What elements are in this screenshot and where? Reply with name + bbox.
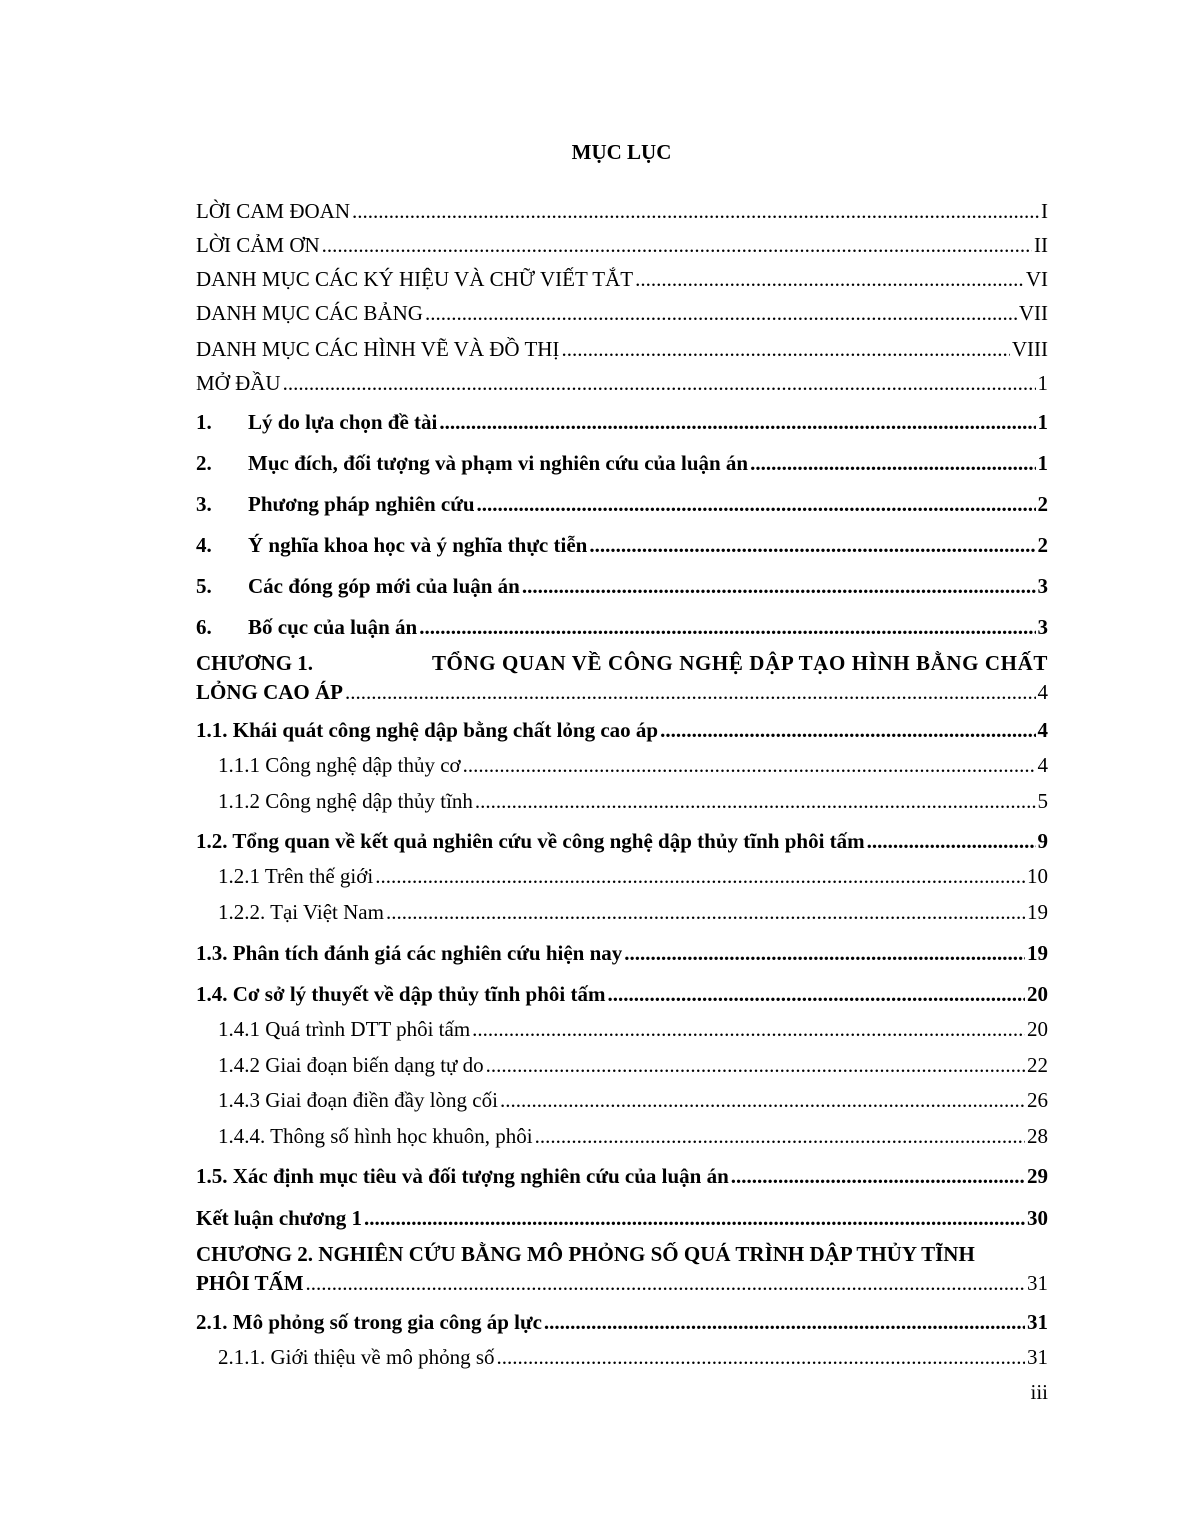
leader-dots: [322, 232, 1032, 258]
toc-chapter-1-heading[interactable]: [196, 650, 1048, 676]
toc-page-number: 1: [1037, 410, 1048, 434]
toc-page-number: 19: [1027, 941, 1048, 965]
leader-dots: [535, 1123, 1025, 1149]
leader-dots: [544, 1309, 1025, 1335]
toc-entry-text: 1.3. Phân tích đánh giá các nghiên cứu hiện nay: [196, 941, 623, 965]
toc-entry-intro-5[interactable]: [196, 573, 1048, 599]
toc-page-number: II: [1034, 233, 1048, 257]
toc-entry-1-2-1[interactable]: [218, 863, 1048, 889]
toc-page-number: VI: [1025, 267, 1048, 291]
toc-entry-1-2-2[interactable]: [218, 899, 1048, 925]
leader-dots: [608, 981, 1026, 1007]
toc-entry-text: 1.2. Tổng quan về kết quả nghiên cứu về công nghệ dập thủy tĩnh phôi tấm: [196, 829, 865, 853]
toc-entry-danh-muc-ky-hieu[interactable]: [196, 266, 1048, 292]
leader-dots: [497, 1344, 1025, 1370]
toc-entry-number: 3.: [196, 492, 212, 516]
leader-dots: [731, 1163, 1025, 1189]
leader-dots: [386, 899, 1025, 925]
toc-entry-text: LỜI CAM ĐOAN: [196, 199, 350, 223]
toc-entry-text: Các đóng góp mới của luận án: [248, 574, 520, 598]
leader-dots: [283, 370, 1036, 396]
leader-dots: [439, 409, 1035, 435]
toc-entry-text: DANH MỤC CÁC KÝ HIỆU VÀ CHỮ VIẾT TẮT: [196, 267, 634, 291]
toc-page-number: 3: [1037, 574, 1048, 598]
toc-entry-loi-cam-on[interactable]: [196, 232, 1048, 258]
toc-page-number: 9: [1037, 829, 1048, 853]
toc-entry-text: LỎNG CAO ÁP: [196, 680, 343, 704]
toc-entry-1-4-1[interactable]: [218, 1016, 1048, 1042]
toc-entry-text: 1.1.2 Công nghệ dập thủy tĩnh: [218, 789, 473, 813]
chapter-title-line1: CHƯƠNG 2. NGHIÊN CỨU BẰNG MÔ PHỎNG SỐ QUÁ TRÌNH DẬP THỦY TĨNH: [196, 1242, 975, 1266]
toc-page-number: 20: [1027, 1017, 1048, 1041]
toc-entry-intro-1[interactable]: [196, 409, 1048, 435]
toc-entry-text: 1.4.2 Giai đoạn biến dạng tự do: [218, 1053, 484, 1077]
toc-entry-1-5[interactable]: [196, 1163, 1048, 1189]
toc-page-number: 26: [1027, 1088, 1048, 1112]
toc-entry-number: 4.: [196, 533, 212, 557]
toc-entry-text: 1.4.4. Thông số hình học khuôn, phôi: [218, 1124, 533, 1148]
toc-entry-1-3[interactable]: [196, 940, 1048, 966]
toc-entry-text: Bố cục của luận án: [248, 615, 418, 639]
toc-entry-number: 1.: [196, 410, 212, 434]
toc-entry-1-4-4[interactable]: [218, 1123, 1048, 1149]
leader-dots: [419, 614, 1035, 640]
toc-entry-1-4-2[interactable]: [218, 1052, 1048, 1078]
toc-entry-1-1-2[interactable]: [218, 788, 1048, 814]
toc-entry-text: Phương pháp nghiên cứu: [248, 492, 475, 516]
toc-entry-text: 1.5. Xác định mục tiêu và đối tượng nghiên cứu của luận án: [196, 1164, 729, 1188]
toc-entry-1-4[interactable]: [196, 981, 1048, 1007]
toc-entry-text: 1.4.3 Giai đoạn điền đầy lòng cối: [218, 1088, 498, 1112]
toc-entry-2-1-1[interactable]: [218, 1344, 1048, 1370]
toc-entry-text: DANH MỤC CÁC BẢNG: [196, 301, 423, 325]
toc-page-number: 28: [1027, 1124, 1048, 1148]
toc-entry-text: 1.4. Cơ sở lý thuyết về dập thủy tĩnh phôi tấm: [196, 982, 606, 1006]
toc-entry-intro-6[interactable]: [196, 614, 1048, 640]
leader-dots: [867, 828, 1036, 854]
toc-entry-chapter-2[interactable]: [196, 1270, 1048, 1296]
toc-entry-text: Ý nghĩa khoa học và ý nghĩa thực tiễn: [248, 533, 588, 557]
toc-page-number: 2: [1037, 533, 1048, 557]
toc-entry-number: 6.: [196, 615, 212, 639]
toc-page-number: VII: [1018, 301, 1048, 325]
toc-entry-text: 2.1. Mô phỏng số trong gia công áp lực: [196, 1310, 542, 1334]
toc-page-number: 2: [1037, 492, 1048, 516]
toc-entry-intro-3[interactable]: [196, 491, 1048, 517]
toc-entry-text: Lý do lựa chọn đề tài: [248, 410, 438, 434]
leader-dots: [561, 336, 1009, 362]
toc-entry-ket-luan-1[interactable]: [196, 1205, 1048, 1231]
toc-page-number: 19: [1027, 900, 1048, 924]
toc-page-number: I: [1041, 199, 1048, 223]
toc-entry-intro-2[interactable]: [196, 450, 1048, 476]
toc-entry-1-1[interactable]: [196, 717, 1048, 743]
toc-entry-text: DANH MỤC CÁC HÌNH VẼ VÀ ĐỒ THỊ: [196, 337, 560, 361]
toc-entry-number: 5.: [196, 574, 212, 598]
toc-page-number: 31: [1027, 1271, 1048, 1295]
toc-page-number: 4: [1037, 680, 1048, 704]
toc-page-number: 30: [1027, 1206, 1048, 1230]
leader-dots: [345, 679, 1036, 705]
page-title: MỤC LỤC: [571, 140, 672, 164]
toc-page-number: 3: [1037, 615, 1048, 639]
leader-dots: [624, 940, 1025, 966]
leader-dots: [475, 788, 1036, 814]
toc-entry-text: 1.2.2. Tại Việt Nam: [218, 900, 384, 924]
leader-dots: [306, 1270, 1025, 1296]
leader-dots: [660, 717, 1035, 743]
toc-entry-text: MỞ ĐẦU: [196, 371, 281, 395]
toc-page-number: 31: [1027, 1345, 1048, 1369]
leader-dots: [750, 450, 1035, 476]
toc-entry-danh-muc-hinh[interactable]: [196, 336, 1048, 362]
toc-entry-text: PHÔI TẤM: [196, 1271, 304, 1295]
toc-entry-text: LỜI CẢM ƠN: [196, 233, 320, 257]
leader-dots: [375, 863, 1025, 889]
toc-page-number: VIII: [1011, 337, 1048, 361]
toc-entry-1-4-3[interactable]: [218, 1087, 1048, 1113]
toc-page-number: 4: [1037, 753, 1048, 777]
toc-entry-text: Mục đích, đối tượng và phạm vi nghiên cứu của luận án: [248, 451, 749, 475]
toc-page-number: 4: [1037, 718, 1048, 742]
page-number: iii: [1030, 1380, 1048, 1404]
leader-dots: [352, 198, 1039, 224]
toc-entry-text: 2.1.1. Giới thiệu về mô phỏng số: [218, 1345, 495, 1369]
leader-dots: [472, 1016, 1025, 1042]
leader-dots: [589, 532, 1035, 558]
toc-entry-text: 1.2.1 Trên thế giới: [218, 864, 374, 888]
toc-page-number: 22: [1027, 1053, 1048, 1077]
toc-entry-1-1-1[interactable]: [218, 752, 1048, 778]
toc-entry-2-1[interactable]: [196, 1309, 1048, 1335]
toc-entry-intro-4[interactable]: [196, 532, 1048, 558]
leader-dots: [486, 1052, 1025, 1078]
toc-entry-text: Kết luận chương 1: [196, 1206, 363, 1230]
toc-entry-danh-muc-bang[interactable]: [196, 300, 1048, 326]
toc-entry-mo-dau[interactable]: [196, 370, 1048, 396]
toc-entry-number: 2.: [196, 451, 212, 475]
leader-dots: [463, 752, 1036, 778]
toc-chapter-2-heading[interactable]: [196, 1241, 1048, 1267]
toc-page-number: 31: [1027, 1310, 1048, 1334]
leader-dots: [364, 1205, 1025, 1231]
toc-entry-text: 1.1. Khái quát công nghệ dập bằng chất lỏng cao áp: [196, 718, 659, 742]
leader-dots: [522, 573, 1036, 599]
toc-entry-chapter-1[interactable]: [196, 679, 1048, 705]
leader-dots: [500, 1087, 1025, 1113]
toc-entry-loi-cam-doan[interactable]: [196, 198, 1048, 224]
toc-page-number: 5: [1037, 789, 1048, 813]
toc-entry-1-2[interactable]: [196, 828, 1048, 854]
leader-dots: [635, 266, 1024, 292]
toc-page-number: 20: [1027, 982, 1048, 1006]
toc-page-number: 29: [1027, 1164, 1048, 1188]
chapter-title-line1: TỔNG QUAN VỀ CÔNG NGHỆ DẬP TẠO HÌNH BẰNG CHẤT: [431, 651, 1048, 675]
leader-dots: [425, 300, 1017, 326]
toc-page-number: 1: [1037, 371, 1048, 395]
toc-entry-text: 1.1.1 Công nghệ dập thủy cơ: [218, 753, 461, 777]
toc-page-number: 10: [1027, 864, 1048, 888]
chapter-label: CHƯƠNG 1.: [196, 651, 314, 675]
leader-dots: [477, 491, 1036, 517]
toc-page-number: 1: [1037, 451, 1048, 475]
toc-entry-text: 1.4.1 Quá trình DTT phôi tấm: [218, 1017, 471, 1041]
